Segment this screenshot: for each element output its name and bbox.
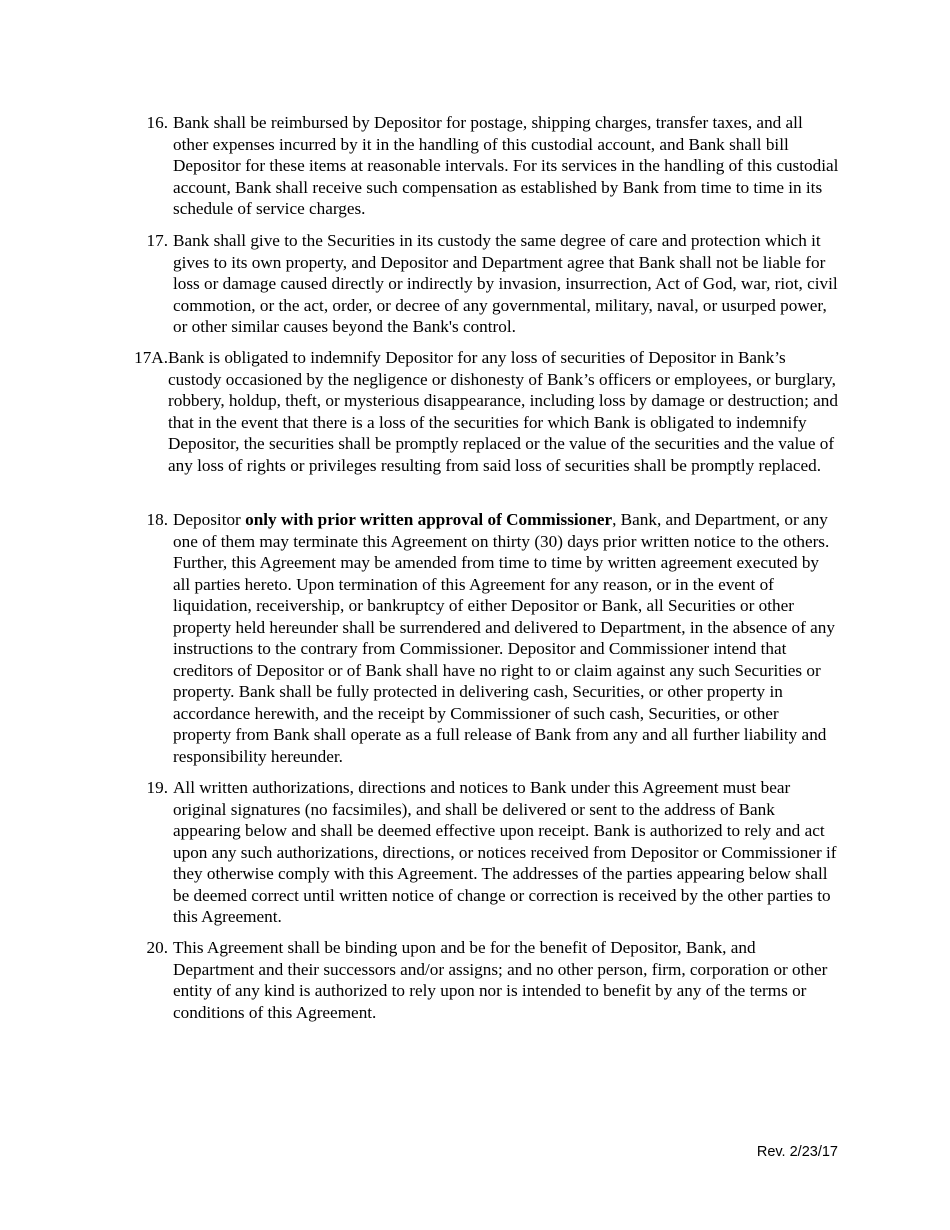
clause-text xyxy=(168,112,840,220)
clause-text xyxy=(168,777,840,928)
clause-number-text: 18. xyxy=(146,510,168,529)
clause-18-text xyxy=(168,509,840,767)
clause-number-text: 19. xyxy=(146,778,168,797)
clause-17 xyxy=(124,230,840,338)
clause-number xyxy=(124,509,168,531)
clause-number-text: 17A. xyxy=(134,348,168,367)
clause-text xyxy=(168,509,840,767)
clause-18 xyxy=(124,509,840,767)
clause-20 xyxy=(124,937,840,1023)
clause-19 xyxy=(124,777,840,928)
clause-17a xyxy=(124,347,840,476)
clause-number xyxy=(124,937,168,959)
clause-number xyxy=(124,347,168,369)
clause-text xyxy=(168,347,840,476)
clause-18-text-before: Depositor xyxy=(173,510,246,529)
clause-number xyxy=(124,112,168,134)
clause-20-text: This Agreement shall be binding upon and be for the benefit of Depositor, Bank, and Department and their successors and/or assigns; and no other person, firm, corporation or other entity of any kind is authorized to rely upon nor is intended to benefit by any of the terms or conditions of this Agreement. xyxy=(173,938,828,1022)
clause-number-text: 17. xyxy=(146,231,168,250)
clause-text xyxy=(168,937,840,1023)
clause-number xyxy=(124,777,168,799)
clause-18-text-after: , Bank, and Department, or any one of them may terminate this Agreement on thirty (30) days prior written notice to the others. Further, this Agreement may be amended from time to time by written agreement executed by all parties hereto. Upon termination of this Agreement for any reason, or in the event of liquidation, receivership, or bankruptcy of either Depositor or Bank, all Securities or other property held hereunder shall be surrendered and delivered to Department, in the absence of any instructions to the contrary from Commissioner. Depositor and Commissioner intend that creditors of Depositor or of Bank shall have no right to or claim against any such Securities or property. Bank shall be fully protected in delivering cash, Securities, or other property in accordance herewith, and the receipt by Commissioner of such cash, Securities, or other property from Bank shall operate as a full release of Bank from any and all further liability and responsibility hereunder. xyxy=(173,510,835,766)
clause-text xyxy=(168,230,840,338)
clause-17-text: Bank shall give to the Securities in its custody the same degree of care and protection which it gives to its own property, and Depositor and Department agree that Bank shall not be liable for loss or damage caused directly or indirectly by invasion, insurrection, Act of God, war, riot, civil commotion, or the act, order, or decree of any governmental, military, naval, or usurped power, or other similar causes beyond the Bank's control. xyxy=(173,231,838,336)
revision-footer: Rev. 2/23/17 xyxy=(756,1144,838,1160)
clause-16 xyxy=(124,112,840,220)
clause-number xyxy=(124,230,168,252)
clause-number-text: 16. xyxy=(146,113,168,132)
clause-16-text: Bank shall be reimbursed by Depositor for postage, shipping charges, transfer taxes, and all other expenses incurred by it in the handling of this custodial account, and Bank shall bill Depositor for these items at reasonable intervals. For its services in the handling of this custodial account, Bank shall receive such compensation as established by Bank from time to time in its schedule of service charges. xyxy=(173,113,839,218)
clause-17a-text: Bank is obligated to indemnify Depositor for any loss of securities of Depositor in Bank’s custody occasioned by the negligence or dishonesty of Bank’s officers or employees, or burglary, robbery, holdup, theft, or mysterious disappearance, including loss by damage or destruction; and that in the event that there is a loss of the securities for which Bank is obligated to indemnify Depositor, the securities shall be promptly replaced or the value of the securities and the value of any loss of rights or privileges resulting from said loss of securities shall be promptly replaced. xyxy=(168,348,838,475)
clause-18-text-bold: only with prior written approval of Commissioner xyxy=(245,510,613,529)
clause-number-text: 20. xyxy=(146,938,168,957)
clause-19-text: All written authorizations, directions and notices to Bank under this Agreement must bear original signatures (no facsimiles), and shall be delivered or sent to the address of Bank appearing below and shall be deemed effective upon receipt. Bank is authorized to rely and act upon any such authorizations, directions, or notices received from Depositor or Commissioner if they otherwise comply with this Agreement. The addresses of the parties appearing below shall be deemed correct until written notice of change or correction is received by the other parties to this Agreement. xyxy=(173,778,837,926)
